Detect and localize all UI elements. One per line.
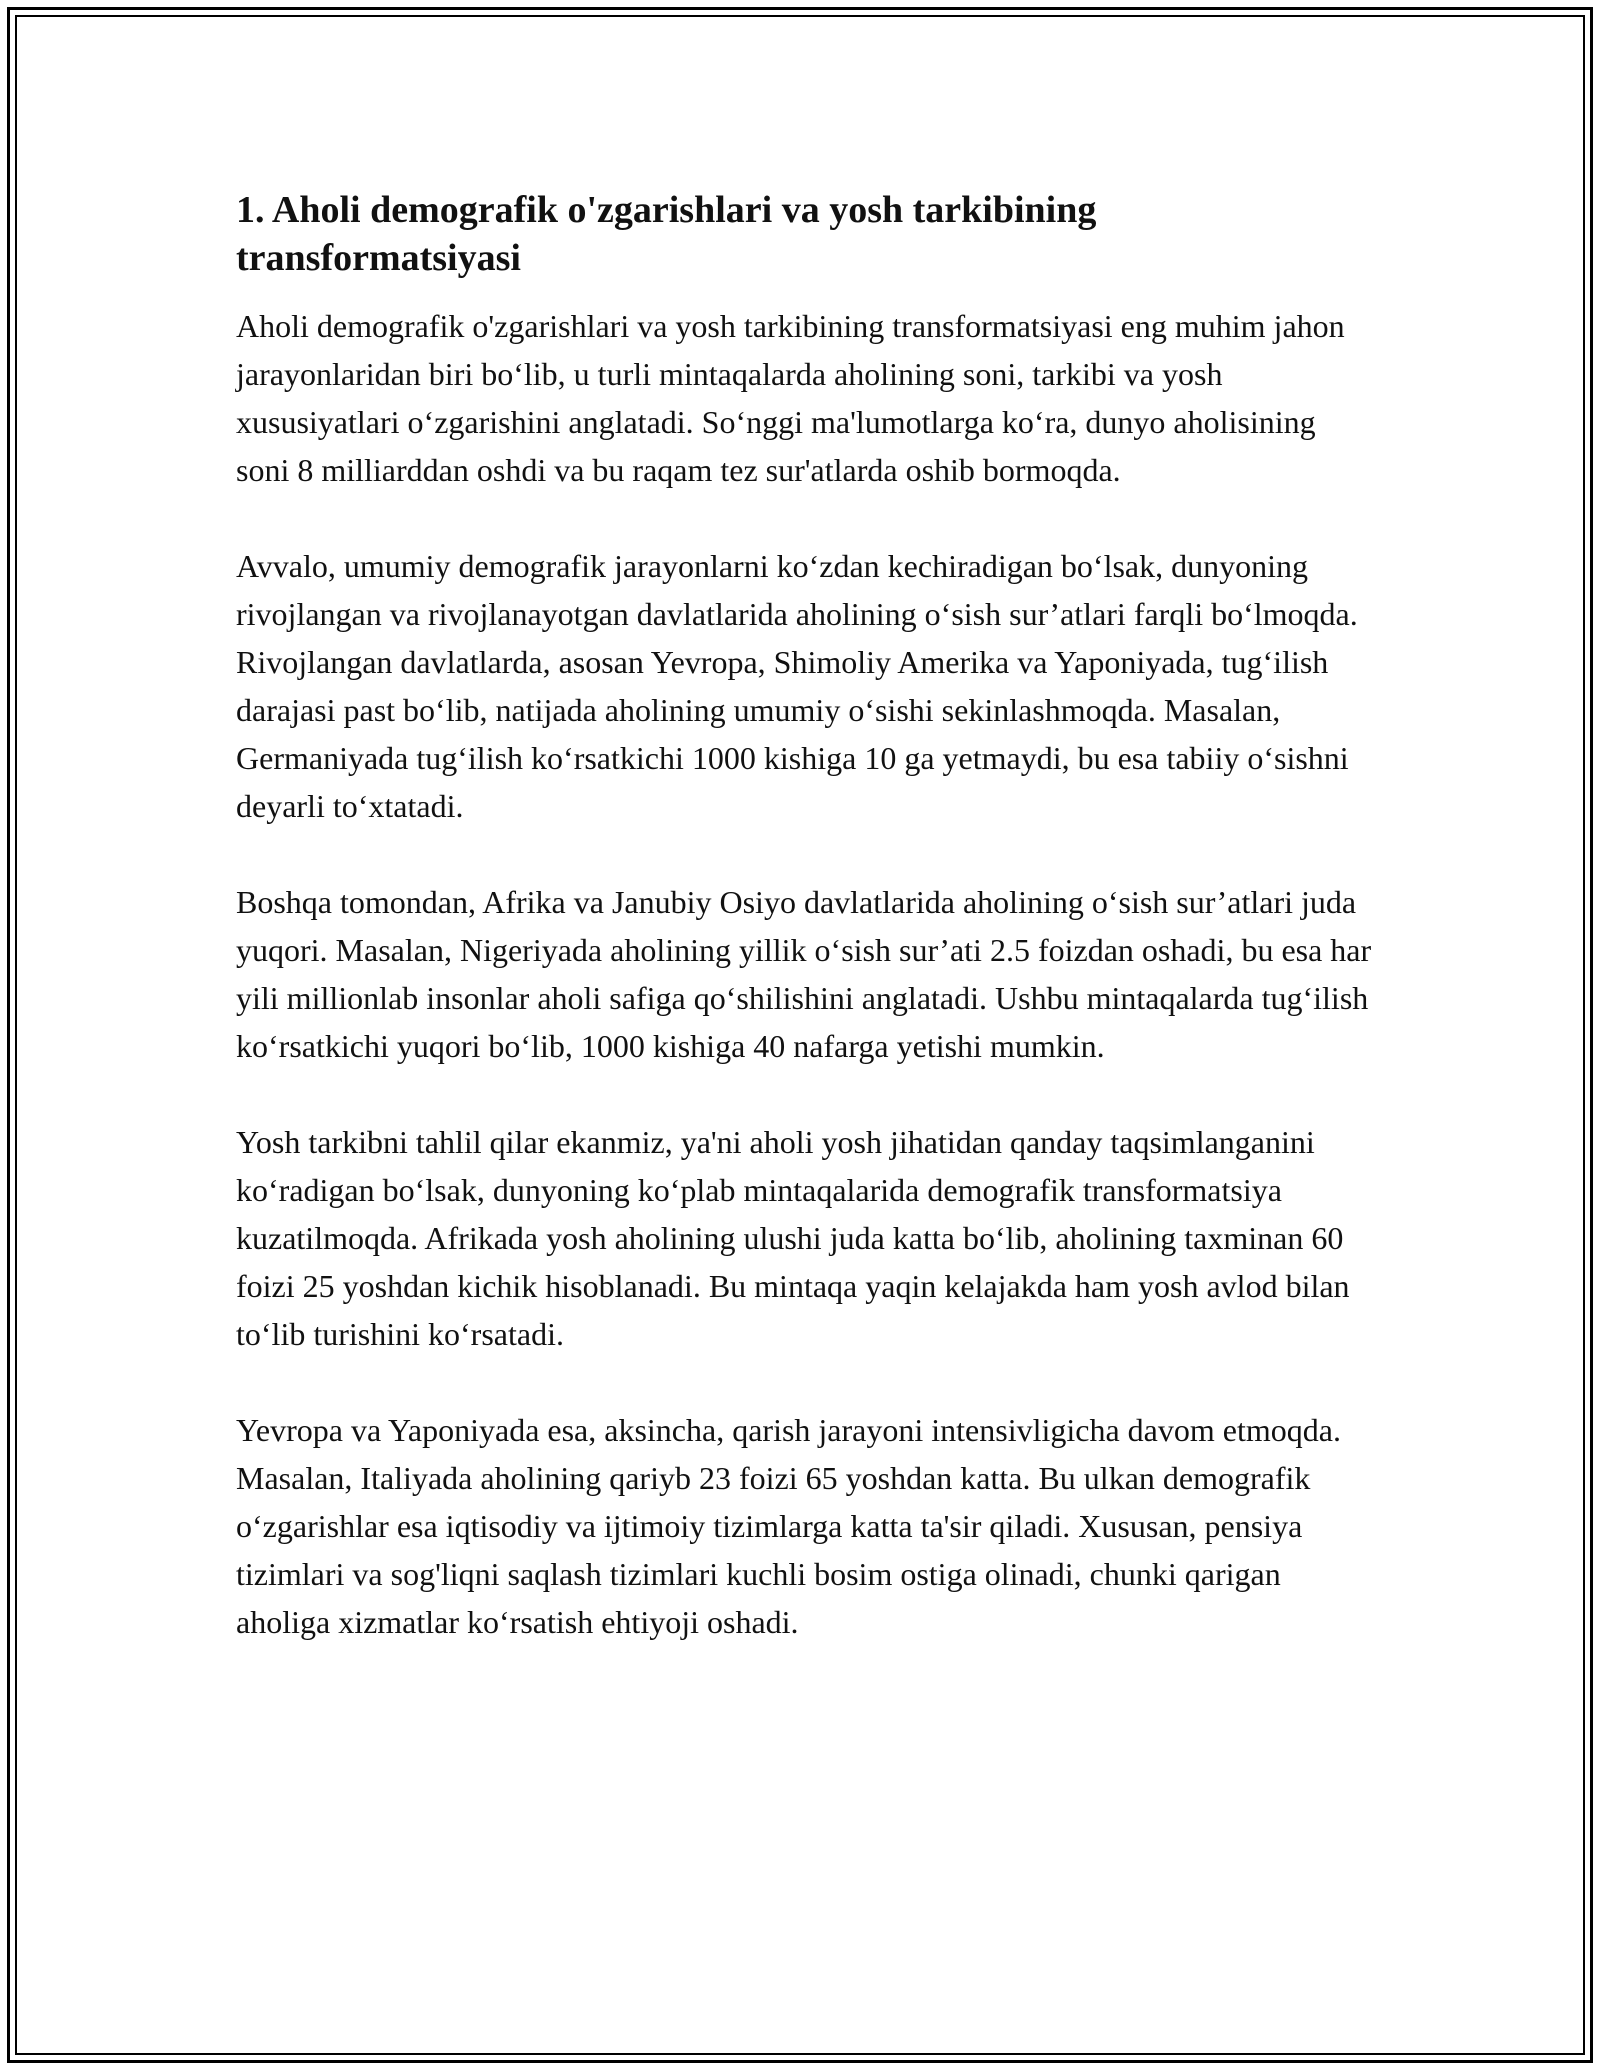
- paragraph-aging: Yevropa va Yaponiyada esa, aksincha, qarish jarayoni intensivligicha davom etmoqda. Masalan, Italiyada aholining qariyb 23 foizi 65 yoshdan katta. Bu ulkan demografik o‘zgarishlar esa iqtisodiy va ijtimoiy tizimlarga katta ta'sir qiladi. Xususan, pensiya tizimlari va sog'liqni saqlash tizimlari kuchli bosim ostiga olinadi, chunki qarigan aholiga xizmatlar ko‘rsatish ehtiyoji oshadi.: [236, 1412, 1341, 1640]
- paragraph-africa-asia: Boshqa tomondan, Afrika va Janubiy Osiyo davlatlarida aholining o‘sish sur’atlari juda yuqori. Masalan, Nigeriyada aholining yillik o‘sish sur’ati 2.5 foizdan oshadi, bu esa har yili millionlab insonlar aholi safiga qo‘shilishini anglatadi. Ushbu mintaqalarda tug‘ilish ko‘rsatkichi yuqori bo‘lib, 1000 kishiga 40 nafarga yetishi mumkin.: [236, 884, 1372, 1064]
- document-body: [236, 186, 1376, 1694]
- section-title: 1. Aholi demografik o'zgarishlari va yosh tarkibining transformatsiyasi: [236, 189, 1097, 279]
- paragraph-age-structure: Yosh tarkibni tahlil qilar ekanmiz, ya'ni aholi yosh jihatidan qanday taqsimlanganini ko‘radigan bo‘lsak, dunyoning ko‘plab mintaqalarida demografik transformatsiya kuzatilmoqda. Afrikada yosh aholining ulushi juda katta bo‘lib, aholining taxminan 60 foizi 25 yoshdan kichik hisoblanadi. Bu mintaqa yaqin kelajakda ham yosh avlod bilan to‘lib turishini ko‘rsatadi.: [236, 1124, 1350, 1352]
- paragraph-intro: Aholi demografik o'zgarishlari va yosh tarkibining transformatsiyasi eng muhim jahon jarayonlaridan biri bo‘lib, u turli mintaqalarda aholining soni, tarkibi va yosh xususiyatlari o‘zgarishini anglatadi. So‘nggi ma'lumotlarga ko‘ra, dunyo aholisining soni 8 milliarddan oshdi va bu raqam tez sur'atlarda oshib bormoqda.: [236, 308, 1345, 488]
- paragraph-growth-rates: Avvalo, umumiy demografik jarayonlarni ko‘zdan kechiradigan bo‘lsak, dunyoning rivojlangan va rivojlanayotgan davlatlarida aholining o‘sish sur’atlari farqli bo‘lmoqda. Rivojlangan davlatlarda, asosan Yevropa, Shimoliy Amerika va Yaponiyada, tug‘ilish darajasi past bo‘lib, natijada aholining umumiy o‘sishi sekinlashmoqda. Masalan, Germaniyada tug‘ilish ko‘rsatkichi 1000 kishiga 10 ga yetmaydi, bu esa tabiiy o‘sishni deyarli to‘xtatadi.: [236, 548, 1358, 824]
